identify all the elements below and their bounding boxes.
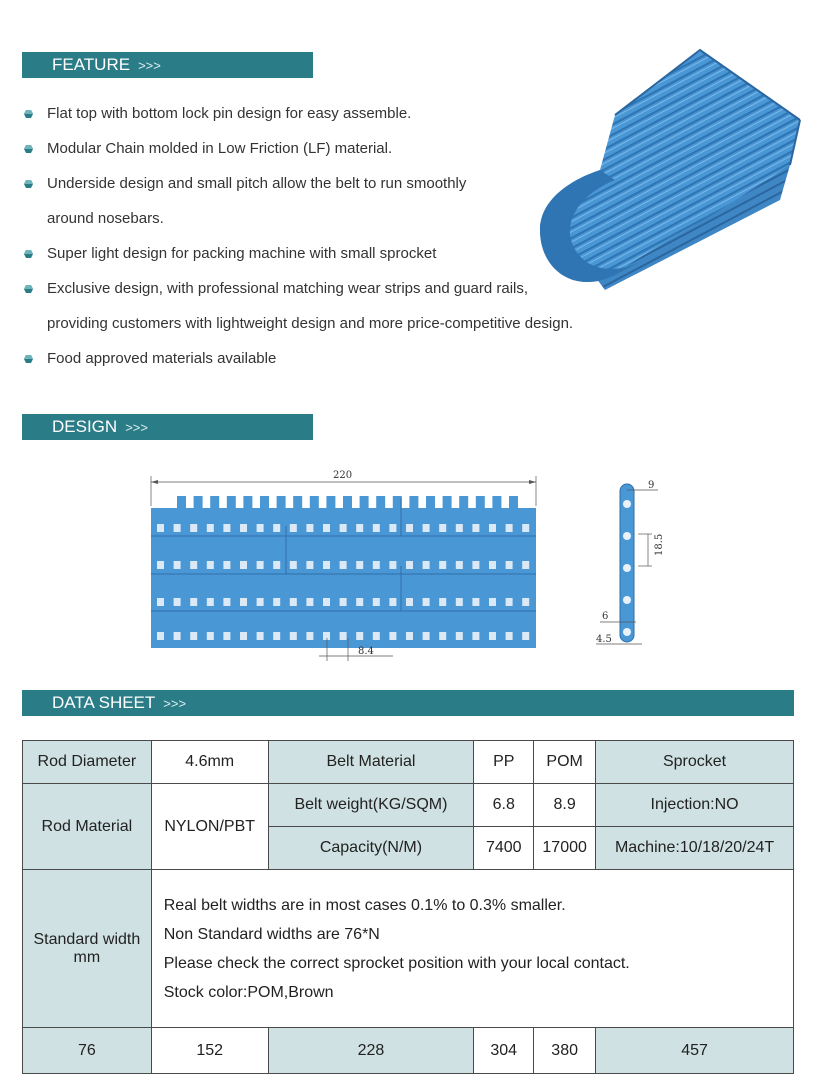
belt-tooth bbox=[310, 496, 319, 510]
belt-tooth bbox=[343, 496, 352, 510]
rod-slot bbox=[290, 561, 297, 569]
feature-item-text: Super light design for packing machine with small sprocket bbox=[47, 245, 437, 262]
belt-tooth bbox=[492, 496, 501, 510]
feature-section-header bbox=[22, 52, 313, 78]
hexagon-bullet-icon bbox=[24, 110, 33, 118]
side-dimension-4-5: 4.5 bbox=[596, 634, 612, 645]
table-row bbox=[23, 1028, 794, 1074]
rod-slot bbox=[456, 524, 463, 532]
table-row bbox=[23, 741, 794, 784]
rod-slot bbox=[456, 598, 463, 606]
rod-slot bbox=[489, 561, 496, 569]
width-dimension: 220 bbox=[333, 470, 353, 481]
rod-slot bbox=[439, 632, 446, 640]
rod-slot bbox=[273, 598, 280, 606]
belt-tooth bbox=[459, 496, 468, 510]
rod-slot bbox=[406, 598, 413, 606]
rod-slot bbox=[290, 632, 297, 640]
capacity-pom: 17000 bbox=[534, 827, 596, 870]
rod-slot bbox=[190, 561, 197, 569]
rod-slot bbox=[257, 524, 264, 532]
width-value: 380 bbox=[534, 1028, 596, 1074]
rod-slot bbox=[522, 561, 529, 569]
feature-item-text: Underside design and small pitch allow the belt to run smoothly bbox=[47, 175, 467, 192]
belt-top-view-drawing bbox=[143, 466, 543, 666]
datasheet-title: DATA SHEET bbox=[52, 693, 156, 712]
belt-side-view-drawing bbox=[586, 476, 676, 656]
feature-item-text: Flat top with bottom lock pin design for easy assemble. bbox=[47, 105, 412, 122]
rod-slot bbox=[340, 524, 347, 532]
belt-tooth bbox=[177, 496, 186, 510]
belt-illustration bbox=[520, 40, 810, 298]
belt-tooth bbox=[426, 496, 435, 510]
rod-slot bbox=[340, 598, 347, 606]
rod-slot bbox=[522, 598, 529, 606]
belt-tooth bbox=[509, 496, 518, 510]
rod-slot bbox=[157, 598, 164, 606]
rod-slot bbox=[522, 524, 529, 532]
belt-tooth bbox=[360, 496, 369, 510]
belt-tooth bbox=[443, 496, 452, 510]
rod-slot bbox=[489, 632, 496, 640]
injection-value: Injection:NO bbox=[596, 784, 794, 827]
rod-slot bbox=[223, 561, 230, 569]
belt-teeth bbox=[177, 496, 518, 510]
design-arrows: >>> bbox=[125, 420, 148, 435]
hexagon-bullet-icon bbox=[24, 285, 33, 293]
rod-slot bbox=[423, 561, 430, 569]
rod-slot bbox=[223, 598, 230, 606]
standard-width-label: Standard width mm bbox=[23, 870, 152, 1028]
belt-weight-pp: 6.8 bbox=[474, 784, 534, 827]
rod-slot bbox=[439, 598, 446, 606]
rod-slot bbox=[423, 632, 430, 640]
rod-slot bbox=[356, 524, 363, 532]
rod-slot bbox=[506, 598, 513, 606]
rod-slot bbox=[373, 561, 380, 569]
rod-slot bbox=[323, 632, 330, 640]
rod-slot bbox=[257, 598, 264, 606]
pitch-dimension: 8.4 bbox=[358, 646, 374, 657]
rod-slot bbox=[240, 524, 247, 532]
feature-item-continuation bbox=[22, 306, 642, 341]
belt-weight-pom: 8.9 bbox=[534, 784, 596, 827]
rod-slot bbox=[323, 561, 330, 569]
belt-tooth bbox=[277, 496, 286, 510]
rod-slot bbox=[373, 598, 380, 606]
rod-material-label: Rod Material bbox=[23, 784, 152, 870]
design-title: DESIGN bbox=[52, 417, 118, 436]
rod-material-value: NYLON/PBT bbox=[151, 784, 268, 870]
belt-weight-label: Belt weight(KG/SQM) bbox=[268, 784, 474, 827]
rod-slot bbox=[472, 632, 479, 640]
rod-slot bbox=[439, 561, 446, 569]
rod-slot bbox=[506, 632, 513, 640]
side-dimension-6: 6 bbox=[602, 611, 609, 622]
material-pom: POM bbox=[534, 741, 596, 784]
hexagon-bullet-icon bbox=[24, 145, 33, 153]
rod-slot bbox=[174, 561, 181, 569]
rod-slot bbox=[290, 524, 297, 532]
rod-slot bbox=[406, 632, 413, 640]
rod-slot bbox=[290, 598, 297, 606]
rod-diameter-label: Rod Diameter bbox=[23, 741, 152, 784]
capacity-label: Capacity(N/M) bbox=[268, 827, 474, 870]
belt-tooth bbox=[210, 496, 219, 510]
rod-slot bbox=[207, 561, 214, 569]
sprocket-label: Sprocket bbox=[596, 741, 794, 784]
rod-slot bbox=[340, 561, 347, 569]
belt-tooth bbox=[194, 496, 203, 510]
rod-slot bbox=[439, 524, 446, 532]
belt-tooth bbox=[409, 496, 418, 510]
datasheet-arrows: >>> bbox=[163, 696, 187, 711]
datasheet-section-header bbox=[22, 690, 794, 716]
rod-slot bbox=[456, 561, 463, 569]
table-row bbox=[23, 870, 794, 1028]
rod-slot bbox=[489, 598, 496, 606]
width-value: 152 bbox=[151, 1028, 268, 1074]
rod-slot bbox=[472, 524, 479, 532]
rod-slot bbox=[373, 632, 380, 640]
feature-item-text: around nosebars. bbox=[47, 210, 164, 227]
width-value: 228 bbox=[268, 1028, 474, 1074]
rod-slot bbox=[257, 561, 264, 569]
note-line: Non Standard widths are 76*N bbox=[163, 925, 380, 943]
rod-slot bbox=[406, 524, 413, 532]
rod-slot bbox=[223, 632, 230, 640]
rod-slot bbox=[240, 598, 247, 606]
rod-slot bbox=[489, 524, 496, 532]
belt-tooth bbox=[243, 496, 252, 510]
design-section-header bbox=[22, 414, 313, 440]
hexagon-bullet-icon bbox=[24, 180, 33, 188]
belt-tooth bbox=[376, 496, 385, 510]
rod-slot bbox=[273, 561, 280, 569]
rod-slot bbox=[174, 632, 181, 640]
rod-slot bbox=[373, 524, 380, 532]
rod-slot bbox=[207, 598, 214, 606]
feature-item-text: Food approved materials available bbox=[47, 350, 277, 367]
feature-item-text: providing customers with lightweight design and more price-competitive design. bbox=[47, 315, 574, 332]
rod-slot bbox=[257, 632, 264, 640]
rod-slot bbox=[157, 561, 164, 569]
rod-slot bbox=[356, 561, 363, 569]
note-line: Stock color:POM,Brown bbox=[163, 983, 334, 1001]
rod-slot bbox=[423, 524, 430, 532]
rod-slot bbox=[190, 632, 197, 640]
feature-arrows: >>> bbox=[138, 58, 161, 73]
rod-slot bbox=[207, 524, 214, 532]
rod-slot bbox=[340, 632, 347, 640]
notes-cell bbox=[151, 870, 793, 1028]
rod-slot bbox=[406, 561, 413, 569]
rod-slot bbox=[506, 524, 513, 532]
capacity-pp: 7400 bbox=[474, 827, 534, 870]
rod-slot bbox=[190, 524, 197, 532]
rod-slot bbox=[522, 632, 529, 640]
rod-slot bbox=[389, 524, 396, 532]
rod-slot bbox=[174, 598, 181, 606]
rod-slot bbox=[389, 632, 396, 640]
rod-slot bbox=[273, 632, 280, 640]
rod-diameter-value: 4.6mm bbox=[151, 741, 268, 784]
note-line: Real belt widths are in most cases 0.1% to 0.3% smaller. bbox=[163, 896, 566, 914]
width-value: 304 bbox=[474, 1028, 534, 1074]
rod-slot bbox=[472, 598, 479, 606]
machine-value: Machine:10/18/20/24T bbox=[596, 827, 794, 870]
rod-slot bbox=[456, 632, 463, 640]
rod-slot bbox=[157, 632, 164, 640]
belt-tooth bbox=[293, 496, 302, 510]
belt-tooth bbox=[260, 496, 269, 510]
feature-item-text: Exclusive design, with professional matching wear strips and guard rails, bbox=[47, 280, 529, 297]
width-value: 76 bbox=[23, 1028, 152, 1074]
rod-slot bbox=[356, 632, 363, 640]
hexagon-bullet-icon bbox=[24, 250, 33, 258]
belt-tooth bbox=[227, 496, 236, 510]
rod-slot bbox=[190, 598, 197, 606]
rod-slot bbox=[423, 598, 430, 606]
rod-slot bbox=[506, 561, 513, 569]
rod-slot bbox=[207, 632, 214, 640]
material-pp: PP bbox=[474, 741, 534, 784]
rod-slot bbox=[389, 561, 396, 569]
rod-slot bbox=[273, 524, 280, 532]
rod-slot bbox=[223, 524, 230, 532]
rod-slot bbox=[306, 524, 313, 532]
feature-item bbox=[22, 341, 642, 376]
side-top-dimension: 9 bbox=[648, 480, 655, 491]
rod-slot bbox=[240, 561, 247, 569]
belt-material-label: Belt Material bbox=[268, 741, 474, 784]
rod-slot bbox=[389, 598, 396, 606]
rod-slot bbox=[306, 598, 313, 606]
side-pitch-dimension: 18.5 bbox=[654, 533, 665, 556]
rod-slot bbox=[323, 524, 330, 532]
rod-slot bbox=[306, 561, 313, 569]
belt-tooth bbox=[476, 496, 485, 510]
feature-title: FEATURE bbox=[52, 55, 131, 74]
rod-slot bbox=[240, 632, 247, 640]
feature-item-text: Modular Chain molded in Low Friction (LF) material. bbox=[47, 140, 393, 157]
hexagon-bullet-icon bbox=[24, 355, 33, 363]
rod-slot bbox=[472, 561, 479, 569]
table-row bbox=[23, 784, 794, 827]
rod-slot bbox=[157, 524, 164, 532]
rod-slot bbox=[174, 524, 181, 532]
width-value: 457 bbox=[596, 1028, 794, 1074]
rod-slot bbox=[306, 632, 313, 640]
data-sheet-table bbox=[22, 740, 794, 1074]
rod-slot bbox=[356, 598, 363, 606]
belt-tooth bbox=[326, 496, 335, 510]
rod-slot bbox=[323, 598, 330, 606]
belt-tooth bbox=[393, 496, 402, 510]
note-line: Please check the correct sprocket position with your local contact. bbox=[163, 954, 630, 972]
